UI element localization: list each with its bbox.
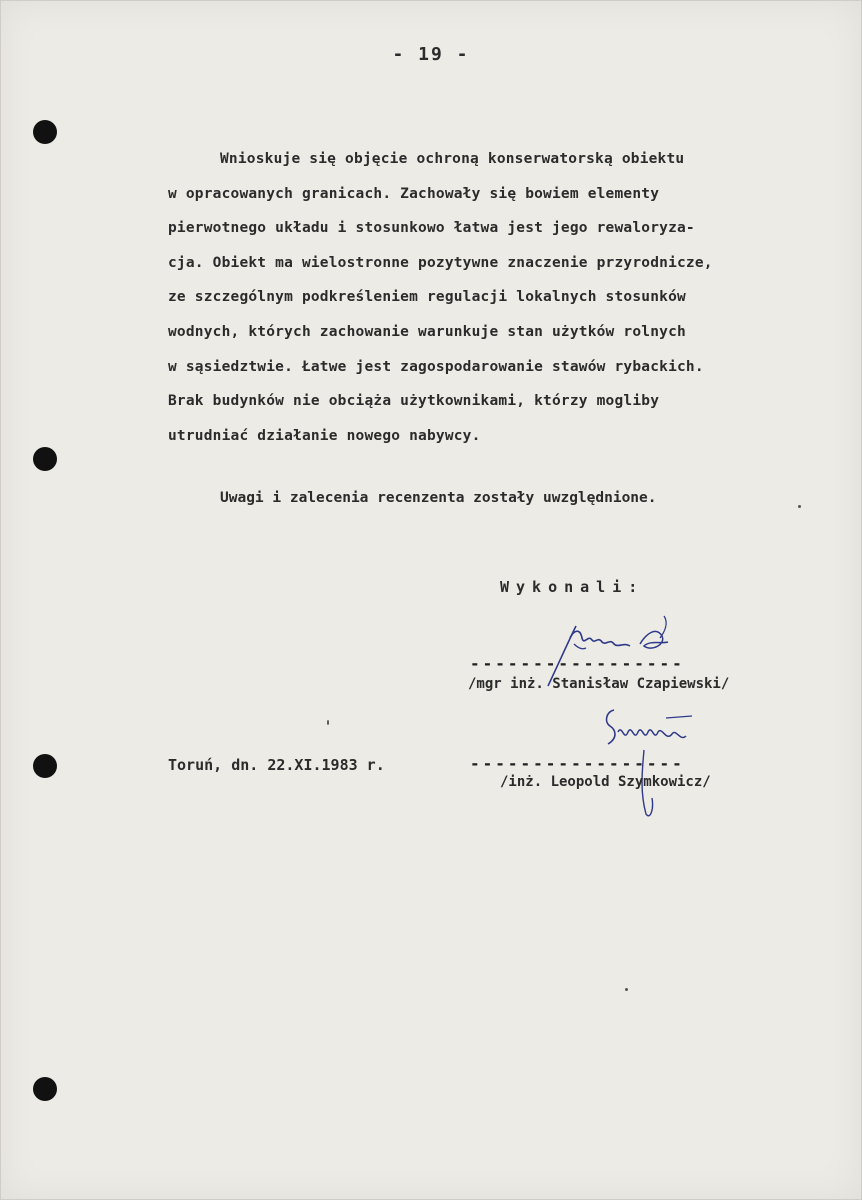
paper-speck	[625, 988, 628, 991]
paper-speck	[798, 505, 801, 508]
signature-line: -----------------	[470, 754, 685, 773]
body-line: pierwotnego układu i stosunkowo łatwa jest jego rewaloryza-	[168, 220, 695, 237]
place-date: Toruń, dn. 22.XI.1983 r.	[168, 756, 385, 774]
body-line: cja. Obiekt ma wielostronne pozytywne znaczenie przyrodnicze,	[168, 254, 713, 271]
executed-by-label: Wykonali:	[500, 578, 645, 596]
body-line: ze szczególnym podkreśleniem regulacji lokalnych stosunków	[168, 289, 686, 306]
body-line: utrudniać działanie nowego nabywcy.	[168, 427, 481, 444]
body-line: Brak budynków nie obciąża użytkownikami, którzy mogliby	[168, 393, 660, 410]
page-number: - 19 -	[392, 44, 470, 65]
signature-line: -----------------	[470, 654, 685, 673]
reviewer-note: Uwagi i zalecenia recenzenta zostały uwzględnione.	[220, 490, 657, 506]
body-line: w opracowanych granicach. Zachowały się bowiem elementy	[168, 185, 660, 202]
paper-speck	[327, 720, 329, 725]
signatory-name: /mgr inż. Stanisław Czapiewski/	[468, 676, 730, 692]
punch-hole	[33, 120, 57, 144]
punch-hole	[33, 754, 57, 778]
body-line: w sąsiedztwie. Łatwe jest zagospodarowanie stawów rybackich.	[168, 358, 704, 375]
body-line: Wnioskuje się objęcie ochroną konserwatorską obiektu	[220, 151, 685, 167]
signatory-name: /inż. Leopold Szymkowicz/	[500, 774, 711, 790]
punch-hole	[33, 447, 57, 471]
body-paragraph	[168, 142, 818, 453]
punch-hole	[33, 1077, 57, 1101]
body-line: wodnych, których zachowanie warunkuje stan użytków rolnych	[168, 323, 686, 340]
